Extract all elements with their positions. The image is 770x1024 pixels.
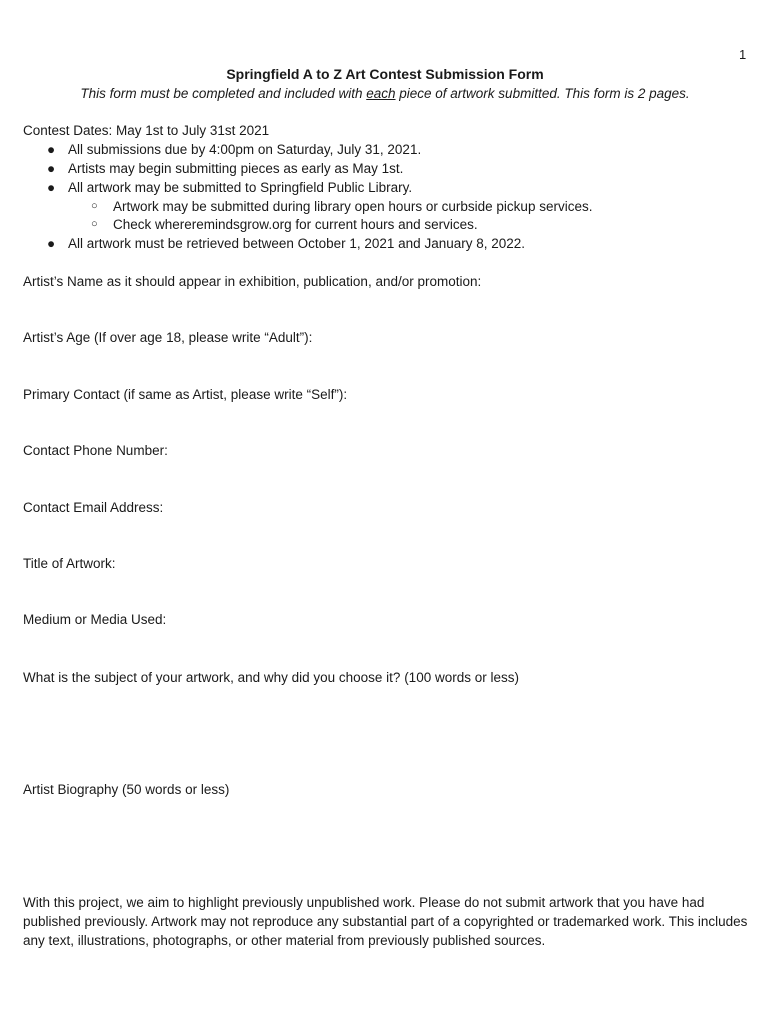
artist-name-label: Artist’s Name as it should appear in exhibition, publication, and/or promotion: <box>23 274 482 289</box>
list-item <box>47 161 404 176</box>
list-item <box>47 142 422 157</box>
sub-list-item <box>91 199 593 214</box>
form-title: Springfield A to Z Art Contest Submission Form <box>226 66 544 82</box>
subtitle-emphasis: each <box>366 86 396 101</box>
bullet-icon: ● <box>47 180 56 195</box>
list-item <box>47 236 526 251</box>
medium-label: Medium or Media Used: <box>23 612 167 627</box>
artwork-title-label: Title of Artwork: <box>23 556 116 571</box>
sub-list-item-text: Artwork may be submitted during library open hours or curbside pickup services. <box>113 199 593 214</box>
artist-biography-label: Artist Biography (50 words or less) <box>23 782 230 797</box>
list-item <box>47 180 413 195</box>
contest-dates: Contest Dates: May 1st to July 31st 2021 <box>23 123 270 138</box>
subtitle-text-end: piece of artwork submitted. This form is 2 pages. <box>395 86 690 101</box>
sub-list-item <box>91 217 478 232</box>
list-item-text: All artwork may be submitted to Springfield Public Library. <box>68 180 413 195</box>
bullet-icon: ● <box>47 236 56 251</box>
contact-email-label: Contact Email Address: <box>23 500 164 515</box>
subject-question-label: What is the subject of your artwork, and why did you choose it? (100 words or less) <box>23 670 519 685</box>
contact-phone-label: Contact Phone Number: <box>23 443 168 458</box>
circle-bullet-icon: ○ <box>91 218 98 230</box>
bullet-icon: ● <box>47 161 56 176</box>
list-item-text: All artwork must be retrieved between October 1, 2021 and January 8, 2022. <box>68 236 526 251</box>
page-number: 1 <box>739 47 747 62</box>
list-item-text: Artists may begin submitting pieces as early as May 1st. <box>68 161 404 176</box>
bullet-icon: ● <box>47 142 56 157</box>
subtitle-text-start: This form must be completed and included with <box>80 86 367 101</box>
circle-bullet-icon: ○ <box>91 200 98 212</box>
sub-list-item-text: Check whereremindsgrow.org for current hours and services. <box>113 217 478 232</box>
list-item-text: All submissions due by 4:00pm on Saturday, July 31, 2021. <box>68 142 422 157</box>
unpublished-work-notice: With this project, we aim to highlight previously unpublished work. Please do not submit artwork that you have had published previously. Artwork may not reproduce any substantial part of a copyrighted or trademarked work. This includes any text, illustrations, photographs, or other material from previously published sources. <box>23 895 748 948</box>
artist-age-label: Artist’s Age (If over age 18, please write “Adult”): <box>23 330 313 345</box>
form-subtitle <box>0 86 770 101</box>
primary-contact-label: Primary Contact (if same as Artist, please write “Self”): <box>23 387 348 402</box>
